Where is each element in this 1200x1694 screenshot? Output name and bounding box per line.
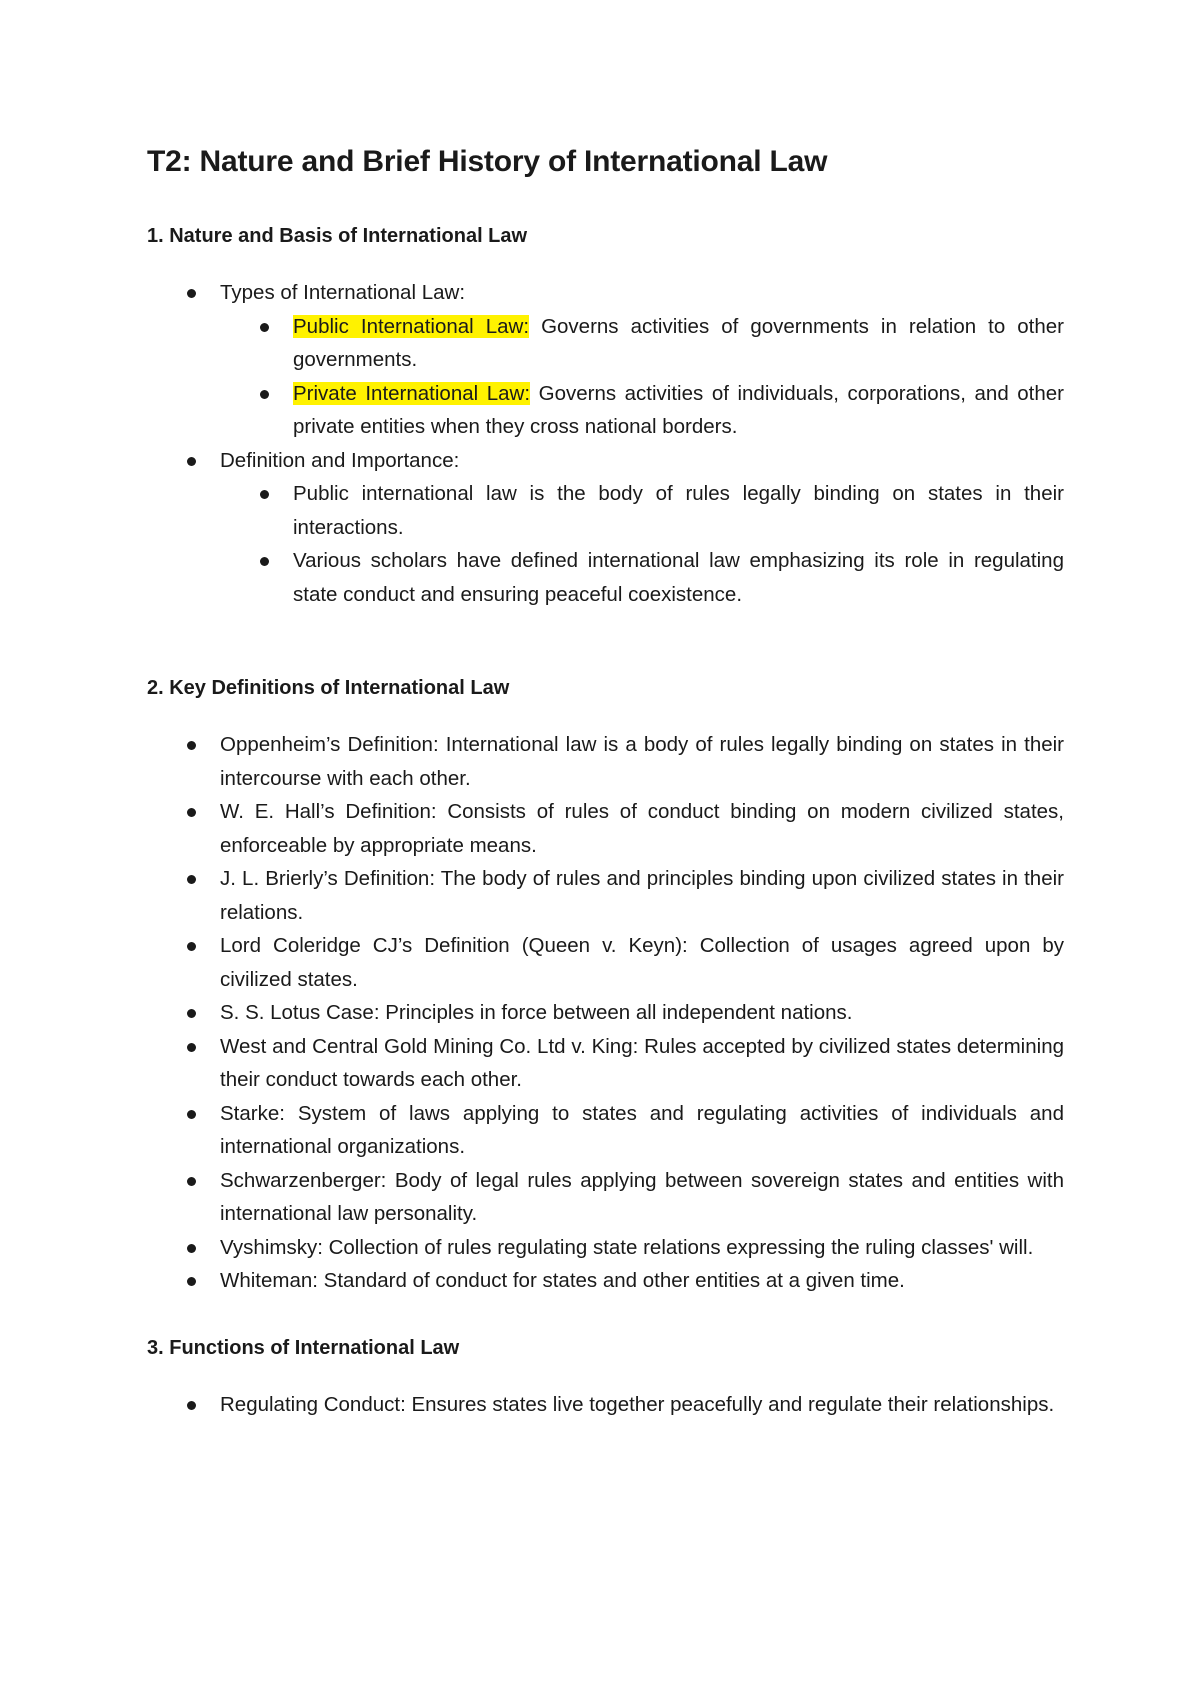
list-item — [147, 477, 1064, 544]
list-item — [147, 862, 1064, 929]
list-item-text: Public international law is the body of rules legally binding on states in their interactions. — [293, 482, 1064, 539]
list-item-text: Various scholars have defined international law emphasizing its role in regulating state conduct and ensuring peaceful coexistence. — [293, 549, 1064, 606]
list-item-text: Regulating Conduct: Ensures states live together peacefully and regulate their relationships. — [220, 1392, 1055, 1416]
list-item — [147, 1164, 1064, 1231]
bullet-icon — [187, 1043, 196, 1052]
bullet-icon — [187, 289, 196, 298]
bullet-icon — [187, 942, 196, 951]
bullet-icon — [187, 808, 196, 817]
bullet-icon — [187, 1277, 196, 1286]
bullet-icon — [260, 390, 269, 399]
list-item — [147, 996, 1064, 1030]
highlighted-term: Public International Law: — [293, 314, 530, 338]
section-heading-functions: 3. Functions of International Law — [147, 1336, 460, 1359]
list-item-text: Oppenheim’s Definition: International law is a body of rules legally binding on states in their intercourse with each other. — [220, 733, 1064, 790]
bullet-icon — [187, 875, 196, 884]
list-item — [147, 795, 1064, 862]
bullet-icon — [187, 457, 196, 466]
document-page — [147, 142, 1064, 1421]
bullet-icon — [260, 490, 269, 499]
list-item — [147, 444, 1064, 612]
list-item-text: W. E. Hall’s Definition: Consists of rules of conduct binding on modern civilized states, enforceable by appropriate means. — [220, 800, 1064, 857]
list-item — [147, 1388, 1064, 1422]
list-item-text: Whiteman: Standard of conduct for states and other entities at a given time. — [220, 1269, 905, 1292]
list-item — [147, 1030, 1064, 1097]
list-item — [147, 929, 1064, 996]
sub-list — [147, 477, 1064, 611]
list-item-text: Governs activities of individuals, corporations, and other private entities when they cross national borders. — [293, 381, 1065, 438]
sub-list — [147, 310, 1064, 444]
section-heading-definitions: 2. Key Definitions of International Law — [147, 677, 510, 699]
list-item-text: S. S. Lotus Case: Principles in force between all independent nations. — [220, 1001, 853, 1024]
list-item-text: West and Central Gold Mining Co. Ltd v. King: Rules accepted by civilized states determining their conduct towards each other. — [220, 1034, 1064, 1091]
list-item — [147, 544, 1064, 611]
bullet-icon — [187, 1009, 196, 1018]
section-heading-nature: 1. Nature and Basis of International Law — [147, 225, 528, 247]
bullet-icon — [187, 1177, 196, 1186]
bullet-icon — [187, 1110, 196, 1119]
list-item-text: Governs activities of governments in relation to other governments. — [293, 314, 1065, 371]
section-definitions-list — [147, 728, 1064, 1298]
list-item — [147, 1231, 1064, 1265]
list-item-text: Lord Coleridge CJ’s Definition (Queen v. Keyn): Collection of usages agreed upon by civilized states. — [220, 934, 1064, 991]
list-item — [147, 310, 1064, 377]
section-spacer — [147, 1298, 1064, 1334]
bullet-icon — [187, 1244, 196, 1253]
highlighted-term: Private International Law: — [293, 381, 531, 405]
section-functions-list — [147, 1388, 1064, 1422]
list-item — [147, 276, 1064, 444]
bullet-icon — [187, 1401, 196, 1410]
list-item — [147, 728, 1064, 795]
list-item-text: Starke: System of laws applying to states and regulating activities of individuals and international organizations. — [220, 1101, 1064, 1158]
list-item-text: Vyshimsky: Collection of rules regulating state relations expressing the ruling classes' will. — [220, 1235, 1034, 1259]
section-nature-list — [147, 276, 1064, 611]
document-title: T2: Nature and Brief History of International Law — [147, 145, 828, 178]
list-item — [147, 1097, 1064, 1164]
bullet-icon — [260, 323, 269, 332]
list-item-text: Types of International Law: — [220, 281, 466, 304]
bullet-icon — [260, 557, 269, 566]
list-item — [147, 377, 1064, 444]
list-item-text: J. L. Brierly’s Definition: The body of rules and principles binding upon civilized states in their relations. — [220, 867, 1064, 924]
list-item-text: Definition and Importance: — [220, 448, 460, 472]
list-item-text: Schwarzenberger: Body of legal rules applying between sovereign states and entities with international law personality. — [220, 1168, 1064, 1225]
section-spacer — [147, 611, 1064, 674]
bullet-icon — [187, 741, 196, 750]
list-item — [147, 1264, 1064, 1298]
